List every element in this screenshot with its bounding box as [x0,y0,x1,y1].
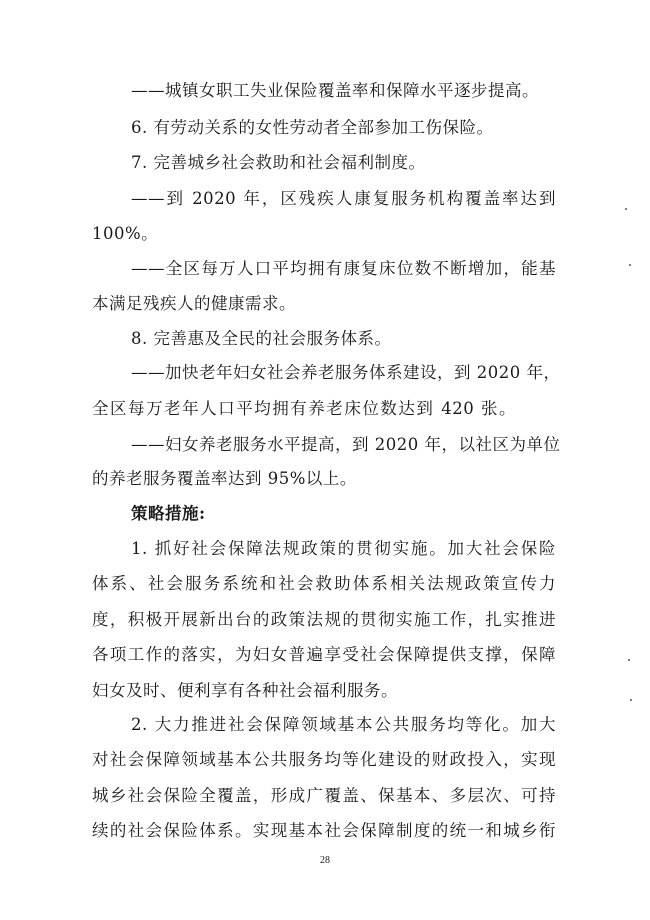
text-line: 对社会保障领域基本公共服务均等化建设的财政投入，实现 [92,750,556,769]
text-line: 8. 完善惠及全民的社会服务体系。 [131,329,392,348]
text-line: 的养老服务覆盖率达到 95%以上。 [92,469,357,488]
scan-speck [628,659,630,661]
text-line: ——加快老年妇女社会养老服务体系建设，到 2020 年， [131,363,561,382]
text-line: 体系、社会服务系统和社会救助体系相关法规政策宣传力 [92,574,556,593]
text-line: 各项工作的落实，为妇女普遍享受社会保障提供支撑，保障 [92,645,556,664]
text-line: 2. 大力推进社会保障领域基本公共服务均等化。加大 [131,715,556,734]
text-line: 7. 完善城乡社会救助和社会福利制度。 [131,153,426,172]
text-line: 城乡社会保险全覆盖，形成广覆盖、保基本、多层次、可持 [92,786,556,805]
text-line: ——妇女养老服务水平提高，到 2020 年，以社区为单位 [131,435,561,454]
text-line: 妇女及时、便利享有各种社会福利服务。 [92,681,398,700]
text-line: 续的社会保险体系。实现基本社会保障制度的统一和城乡衔 [92,821,556,840]
text-line: 全区每万老年人口平均拥有养老床位数达到 420 张。 [92,399,516,418]
scan-speck [625,208,627,210]
text-line: 1. 抓好社会保障法规政策的贯彻实施。加大社会保险 [131,539,556,558]
scan-speck [630,699,632,701]
text-line: ——城镇女职工失业保险覆盖率和保障水平逐步提高。 [131,81,539,100]
text-line: ——到 2020 年，区残疾人康复服务机构覆盖率达到 [131,189,556,208]
scan-speck [629,264,631,266]
text-line: 度，积极开展新出台的政策法规的贯彻实施工作，扎实推进 [92,610,556,629]
text-line: 本满足残疾人的健康需求。 [92,294,296,313]
text-line: ——全区每万人口平均拥有康复床位数不断增加，能基 [131,259,556,278]
text-line: 100%。 [92,224,159,243]
page-number: 28 [320,855,330,866]
section-heading: 策略措施: [131,504,206,523]
text-line: 6. 有劳动关系的女性劳动者全部参加工伤保险。 [131,118,494,137]
